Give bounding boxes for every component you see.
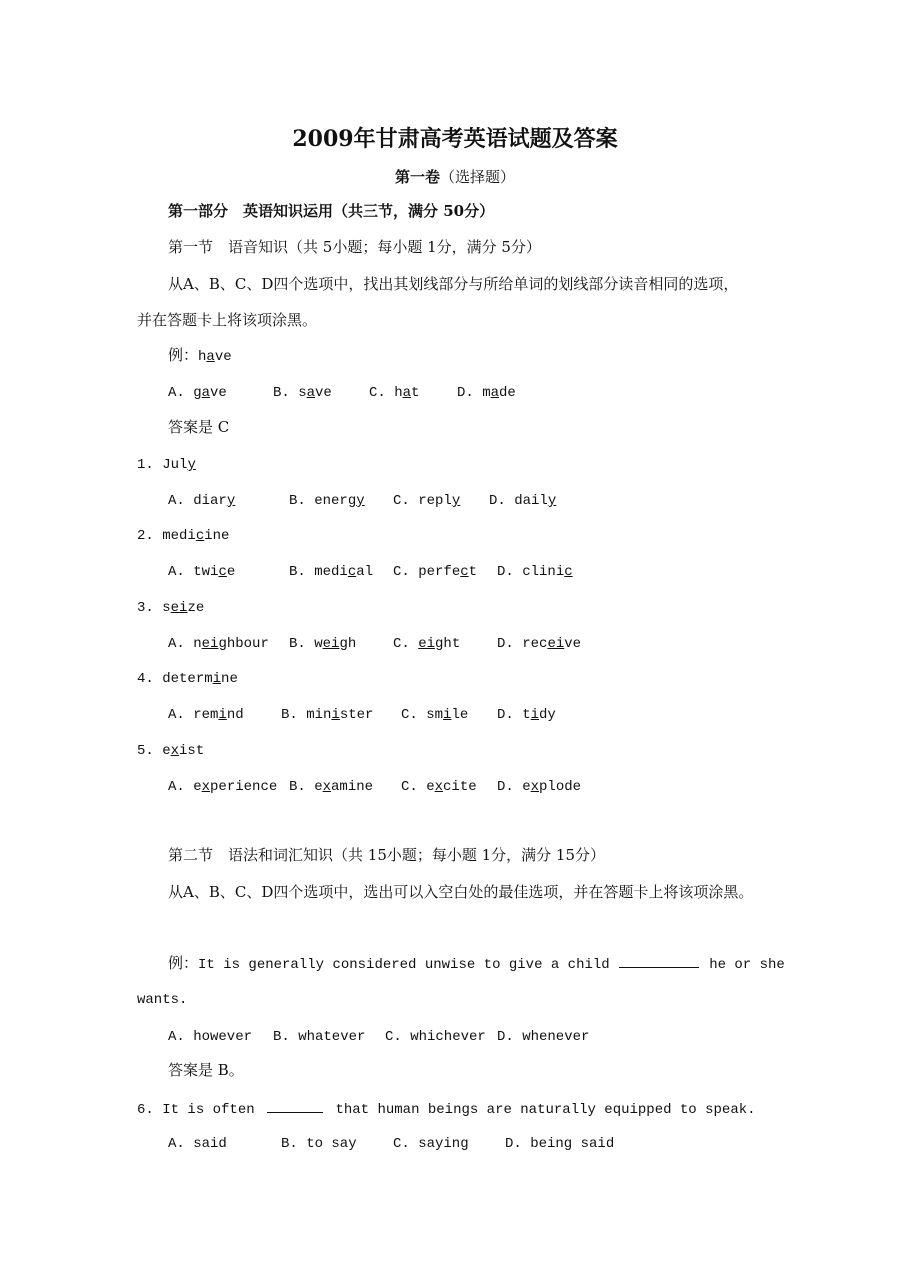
option-underlined: c [564,564,573,580]
option-underlined: i [218,707,227,723]
question-5 [137,741,204,761]
section1-instruction-line2: 并在答题卡上将该项涂黑。 [137,311,318,329]
option-label: C. [393,636,410,652]
question-word: medi [162,528,196,544]
question-number: 2. [137,528,154,544]
question-word: s [162,600,171,616]
option-underlined: ei [322,636,340,652]
option-text: g [193,385,202,401]
section2-example-prefix: 例： [168,954,199,972]
option-label: C. [401,707,418,723]
section1-heading: 第一节 语音知识（共 5小题；每小题 1分，满分 5分） [168,238,541,256]
volume-main: 第一卷 [394,168,440,186]
question-word: e [162,743,171,759]
option-label: B. [273,385,290,401]
option-text: perience [210,779,278,795]
question-word: ze [187,600,205,616]
question-3-option-a [168,634,269,654]
option-label: B. [289,493,306,509]
option-text: e [314,779,323,795]
question-word-underlined: y [187,457,196,473]
option-text: e [193,779,202,795]
option-text: h [394,385,403,401]
question-6-text-b: that human beings are naturally equipped to speak. [335,1102,756,1118]
option-underlined: y [356,493,365,509]
question-3-option-c [393,634,460,654]
option-text: rec [522,636,548,652]
example-option-c [369,383,419,403]
option-text: gh [339,636,357,652]
option-text: ve [315,385,332,401]
option-text: ve [210,385,227,401]
question-number: 1. [137,457,154,473]
option-text: e [522,779,531,795]
section2-example-answer: 答案是 B。 [168,1061,244,1079]
option-underlined: a [402,385,412,401]
volume-heading [0,166,910,187]
example-prefix: 例： [168,346,199,364]
option-text: repl [418,493,452,509]
question-word: determ [162,671,213,687]
option-label: C. [369,385,386,401]
option-text: rem [193,707,219,723]
option-underlined: ei [547,636,565,652]
section2-example-option-a: A. however [168,1029,253,1045]
question-4-option-c [401,705,468,725]
option-text: perfe [418,564,461,580]
answer-blank [267,1098,323,1113]
question-6-option-d: D. being said [505,1136,615,1152]
option-text: t [468,564,478,580]
option-underlined: i [530,707,540,723]
option-text: clini [522,564,565,580]
question-word: Jul [162,457,188,473]
page-title: 2009年甘肃高考英语试题及答案 [292,126,618,152]
option-label: A. [168,564,185,580]
question-6-option-b: B. to say [281,1136,357,1152]
option-text: n [193,636,202,652]
option-label: B. [289,779,306,795]
question-5-option-c [401,777,477,797]
option-label: C. [401,779,418,795]
question-number: 4. [137,671,154,687]
option-text: e [426,779,435,795]
question-2-option-a [168,562,235,582]
option-text: diar [193,493,227,509]
question-number: 3. [137,600,154,616]
option-text: w [314,636,323,652]
option-text: twi [193,564,219,580]
question-1-option-b [289,491,365,511]
option-text: dail [514,493,548,509]
option-label: D. [497,564,514,580]
question-1-option-c [393,491,460,511]
question-2-option-c [393,562,477,582]
example-word: have [198,349,232,365]
question-number: 5. [137,743,154,759]
option-label: B. [289,636,306,652]
option-label: A. [168,385,185,401]
option-text: t [522,707,531,723]
option-label: D. [497,779,514,795]
section2-example-text-b: he or she [709,957,785,973]
option-underlined: a [306,385,316,401]
question-word: ne [221,671,238,687]
option-underlined: a [201,385,211,401]
example-option-b [273,383,332,403]
option-underlined: y [547,493,557,509]
section1-example-answer: 答案是 C [168,418,230,436]
option-text: plode [539,779,582,795]
section2-example-option-b: B. whatever [273,1029,366,1045]
question-1-option-d [489,491,556,511]
question-4 [137,669,238,689]
option-text: sm [426,707,444,723]
option-underlined: c [218,564,227,580]
option-underlined: y [451,493,461,509]
option-text: s [298,385,307,401]
question-5-option-d [497,777,581,797]
option-underlined: x [530,779,540,795]
section2-example-option-d: D. whenever [497,1029,590,1045]
question-3 [137,598,204,618]
question-4-option-a [168,705,244,725]
option-underlined: c [460,564,469,580]
section2-instruction: 从A、B、C、D四个选项中，选出可以入空白处的最佳选项，并在答题卡上将该项涂黑。 [168,883,754,901]
question-word: ist [179,743,205,759]
option-text: medi [314,564,348,580]
option-label: D. [457,385,474,401]
question-2 [137,526,229,546]
option-text: ght [435,636,461,652]
question-3-option-d [497,634,581,654]
option-label: A. [168,779,185,795]
section1-example [168,345,232,367]
question-4-option-d [497,705,556,725]
option-text: amine [331,779,374,795]
option-underlined: i [331,707,340,723]
option-underlined: c [347,564,357,580]
option-text: e [226,564,236,580]
option-label: B. [289,564,306,580]
question-5-option-b [289,777,373,797]
question-6-option-a: A. said [168,1136,227,1152]
option-label: D. [497,707,514,723]
option-underlined: x [201,779,211,795]
option-underlined: a [490,385,500,401]
option-text: energ [314,493,357,509]
option-underlined: y [226,493,236,509]
answer-blank [619,953,699,968]
option-label: B. [281,707,298,723]
section2-example-text-c: wants. [137,992,188,1008]
question-number: 6. [137,1102,154,1118]
volume-paren: （选择题） [440,168,516,186]
question-6 [137,1098,756,1120]
option-underlined: ei [418,636,436,652]
option-label: D. [489,493,506,509]
question-6-text-a: It is often [162,1102,255,1118]
section2-example [168,953,785,975]
option-text: de [499,385,516,401]
option-text: cite [443,779,477,795]
option-text: ster [339,707,374,723]
option-underlined: ei [201,636,219,652]
option-text: ve [564,636,582,652]
option-text: nd [226,707,244,723]
section1-instruction-line1: 从A、B、C、D四个选项中，找出其划线部分与所给单词的划线部分读音相同的选项， [168,275,739,293]
question-word-underlined: c [195,528,205,544]
option-text: ghbour [218,636,269,652]
option-label: A. [168,636,185,652]
question-word-underlined: x [170,743,180,759]
question-6-option-c: C. saying [393,1136,469,1152]
question-2-option-b [289,562,373,582]
question-5-option-a [168,777,277,797]
question-4-option-b [281,705,373,725]
question-word-underlined: i [212,671,222,687]
option-underlined: x [434,779,444,795]
option-text: min [306,707,332,723]
question-1-option-a [168,491,235,511]
part1-heading: 第一部分 英语知识运用（共三节，满分 50分） [168,202,495,220]
option-text: t [411,385,420,401]
option-text: m [482,385,491,401]
question-1 [137,455,196,475]
section2-example-option-c: C. whichever [385,1029,486,1045]
question-word-underlined: ei [170,600,188,616]
option-text: le [451,707,469,723]
option-label: A. [168,493,185,509]
example-option-d [457,383,516,403]
section2-heading: 第二节 语法和词汇知识（共 15小题；每小题 1分，满分 15分） [168,846,606,864]
question-3-option-b [289,634,356,654]
question-word: ine [204,528,230,544]
section2-example-text-a: It is generally considered unwise to give a child [198,957,610,973]
question-2-option-d [497,562,573,582]
option-label: A. [168,707,185,723]
option-text: dy [539,707,556,723]
example-option-a [168,383,227,403]
option-underlined: i [443,707,452,723]
option-label: D. [497,636,514,652]
option-label: C. [393,493,410,509]
option-label: C. [393,564,410,580]
option-underlined: x [322,779,332,795]
option-text: al [356,564,374,580]
